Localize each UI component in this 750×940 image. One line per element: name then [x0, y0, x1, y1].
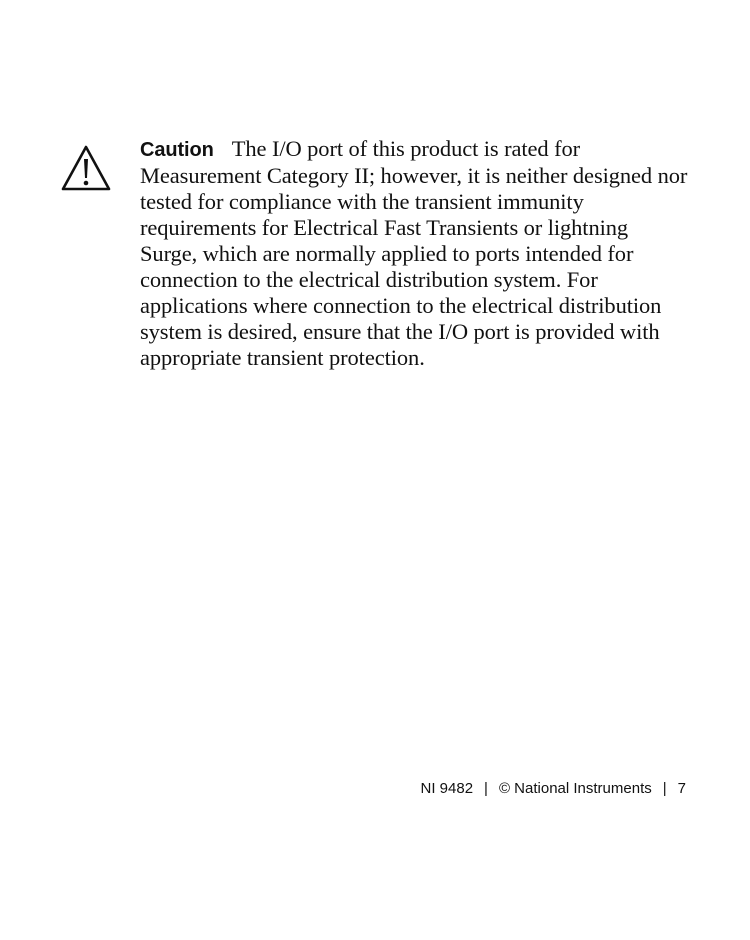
- footer-separator: |: [484, 780, 488, 797]
- page-number: 7: [677, 780, 686, 797]
- footer-product: NI 9482: [420, 780, 474, 797]
- caution-body: The I/O port of this product is rated for Measurement Category II; however, it is neither designed nor tested for compliance with the transient immunity requirements for Electrical Fast Transients or lightning Surge, which are normally applied to ports intended for connection to the electrical distribution system. For applications where connection to the electrical distribution system is desired, ensure that the I/O port is provided with appropriate transient protection.: [140, 136, 688, 370]
- warning-triangle-icon: [60, 144, 112, 192]
- page-footer: [421, 780, 687, 797]
- footer-copyright: © National Instruments: [498, 780, 652, 797]
- caution-notice: [60, 136, 700, 371]
- footer-separator: |: [662, 780, 667, 797]
- caution-text: [140, 136, 688, 371]
- caution-label: Caution: [140, 139, 214, 161]
